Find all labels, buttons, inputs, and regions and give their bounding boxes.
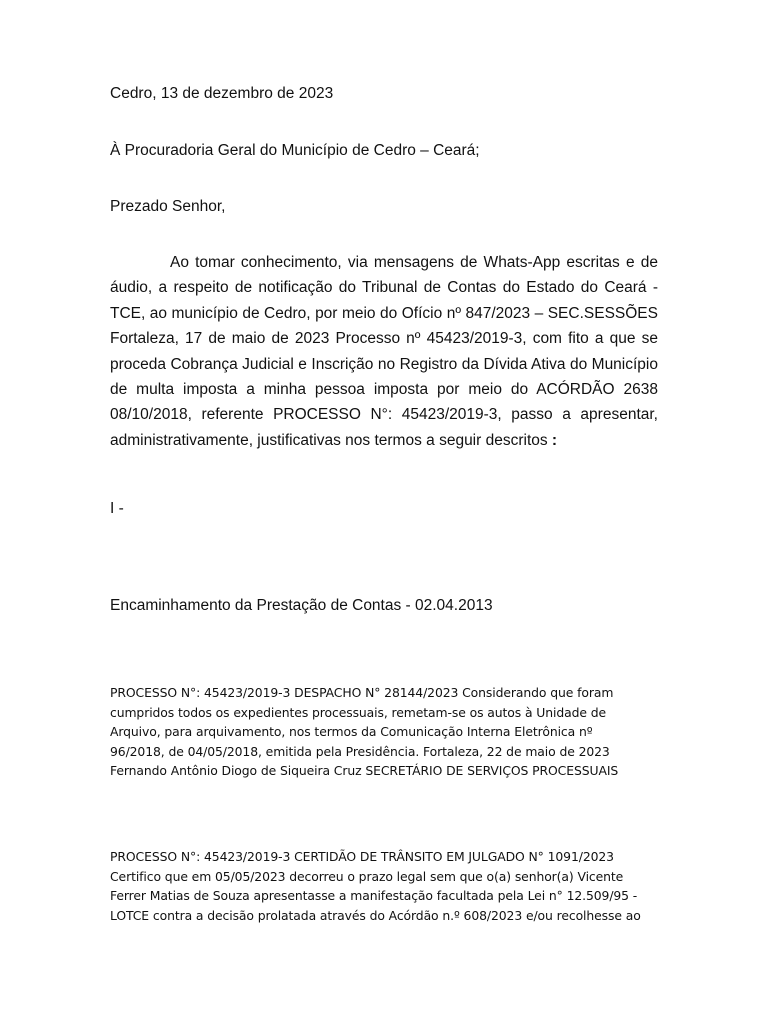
date-line: Cedro, 13 de dezembro de 2023 xyxy=(110,85,334,102)
body-paragraph-colon: : xyxy=(547,431,558,449)
salutation: Prezado Senhor, xyxy=(110,198,226,215)
certidao-line: LOTCE contra a decisão prolatada através do Acórdão n.º 608/2023 e/ou recolhesse ao xyxy=(110,907,641,923)
certidao-line: Ferrer Matias de Souza apresentasse a manifestação facultada pela Lei n° 12.509/95 - xyxy=(110,888,638,903)
section-heading: Encaminhamento da Prestação de Contas - 02.04.2013 xyxy=(110,597,493,614)
despacho-line: cumpridos todos os expedientes processuais, remetam-se os autos à Unidade de xyxy=(110,704,607,720)
despacho-block xyxy=(110,683,670,781)
certidao-line: PROCESSO N°: 45423/2019-3 CERTIDÃO DE TRÂNSITO EM JULGADO N° 1091/2023 xyxy=(110,849,614,864)
despacho-line: 96/2018, de 04/05/2018, emitida pela Presidência. Fortaleza, 22 de maio de 2023 xyxy=(110,743,610,759)
despacho-line: Fernando Antônio Diogo de Siqueira Cruz SECRETÁRIO DE SERVIÇOS PROCESSUAIS xyxy=(110,763,619,778)
despacho-line: Arquivo, para arquivamento, nos termos da Comunicação Interna Eletrônica nº xyxy=(110,724,593,739)
body-paragraph xyxy=(110,250,658,453)
body-paragraph-text: Ao tomar conhecimento, via mensagens de Whats-App escritas e de áudio, a respeito de notificação do Tribunal de Contas do Estado do Ceará - TCE, ao município de Cedro, por meio do Ofício nº 847/2023 – SEC.SESSÕES Fortaleza, 17 de maio de 2023 Processo nº 45423/2019-3, com fito a que se proceda Cobrança Judicial e Inscrição no Registro da Dívida Ativa do Município de multa imposta a minha pessoa imposta por meio do ACÓRDÃO 2638 08/10/2018, referente PROCESSO N°: 45423/2019-3, passo a apresentar, administrativamente, justificativas nos termos a seguir descritos xyxy=(110,254,658,449)
certidao-line: Certifico que em 05/05/2023 decorreu o prazo legal sem que o(a) senhor(a) Vicente xyxy=(110,868,624,884)
despacho-line: PROCESSO N°: 45423/2019-3 DESPACHO N° 28144/2023 Considerando que foram xyxy=(110,685,614,700)
recipient-line: À Procuradoria Geral do Município de Cedro – Ceará; xyxy=(110,142,480,159)
certidao-block xyxy=(110,847,670,925)
section-marker: I - xyxy=(110,500,124,517)
